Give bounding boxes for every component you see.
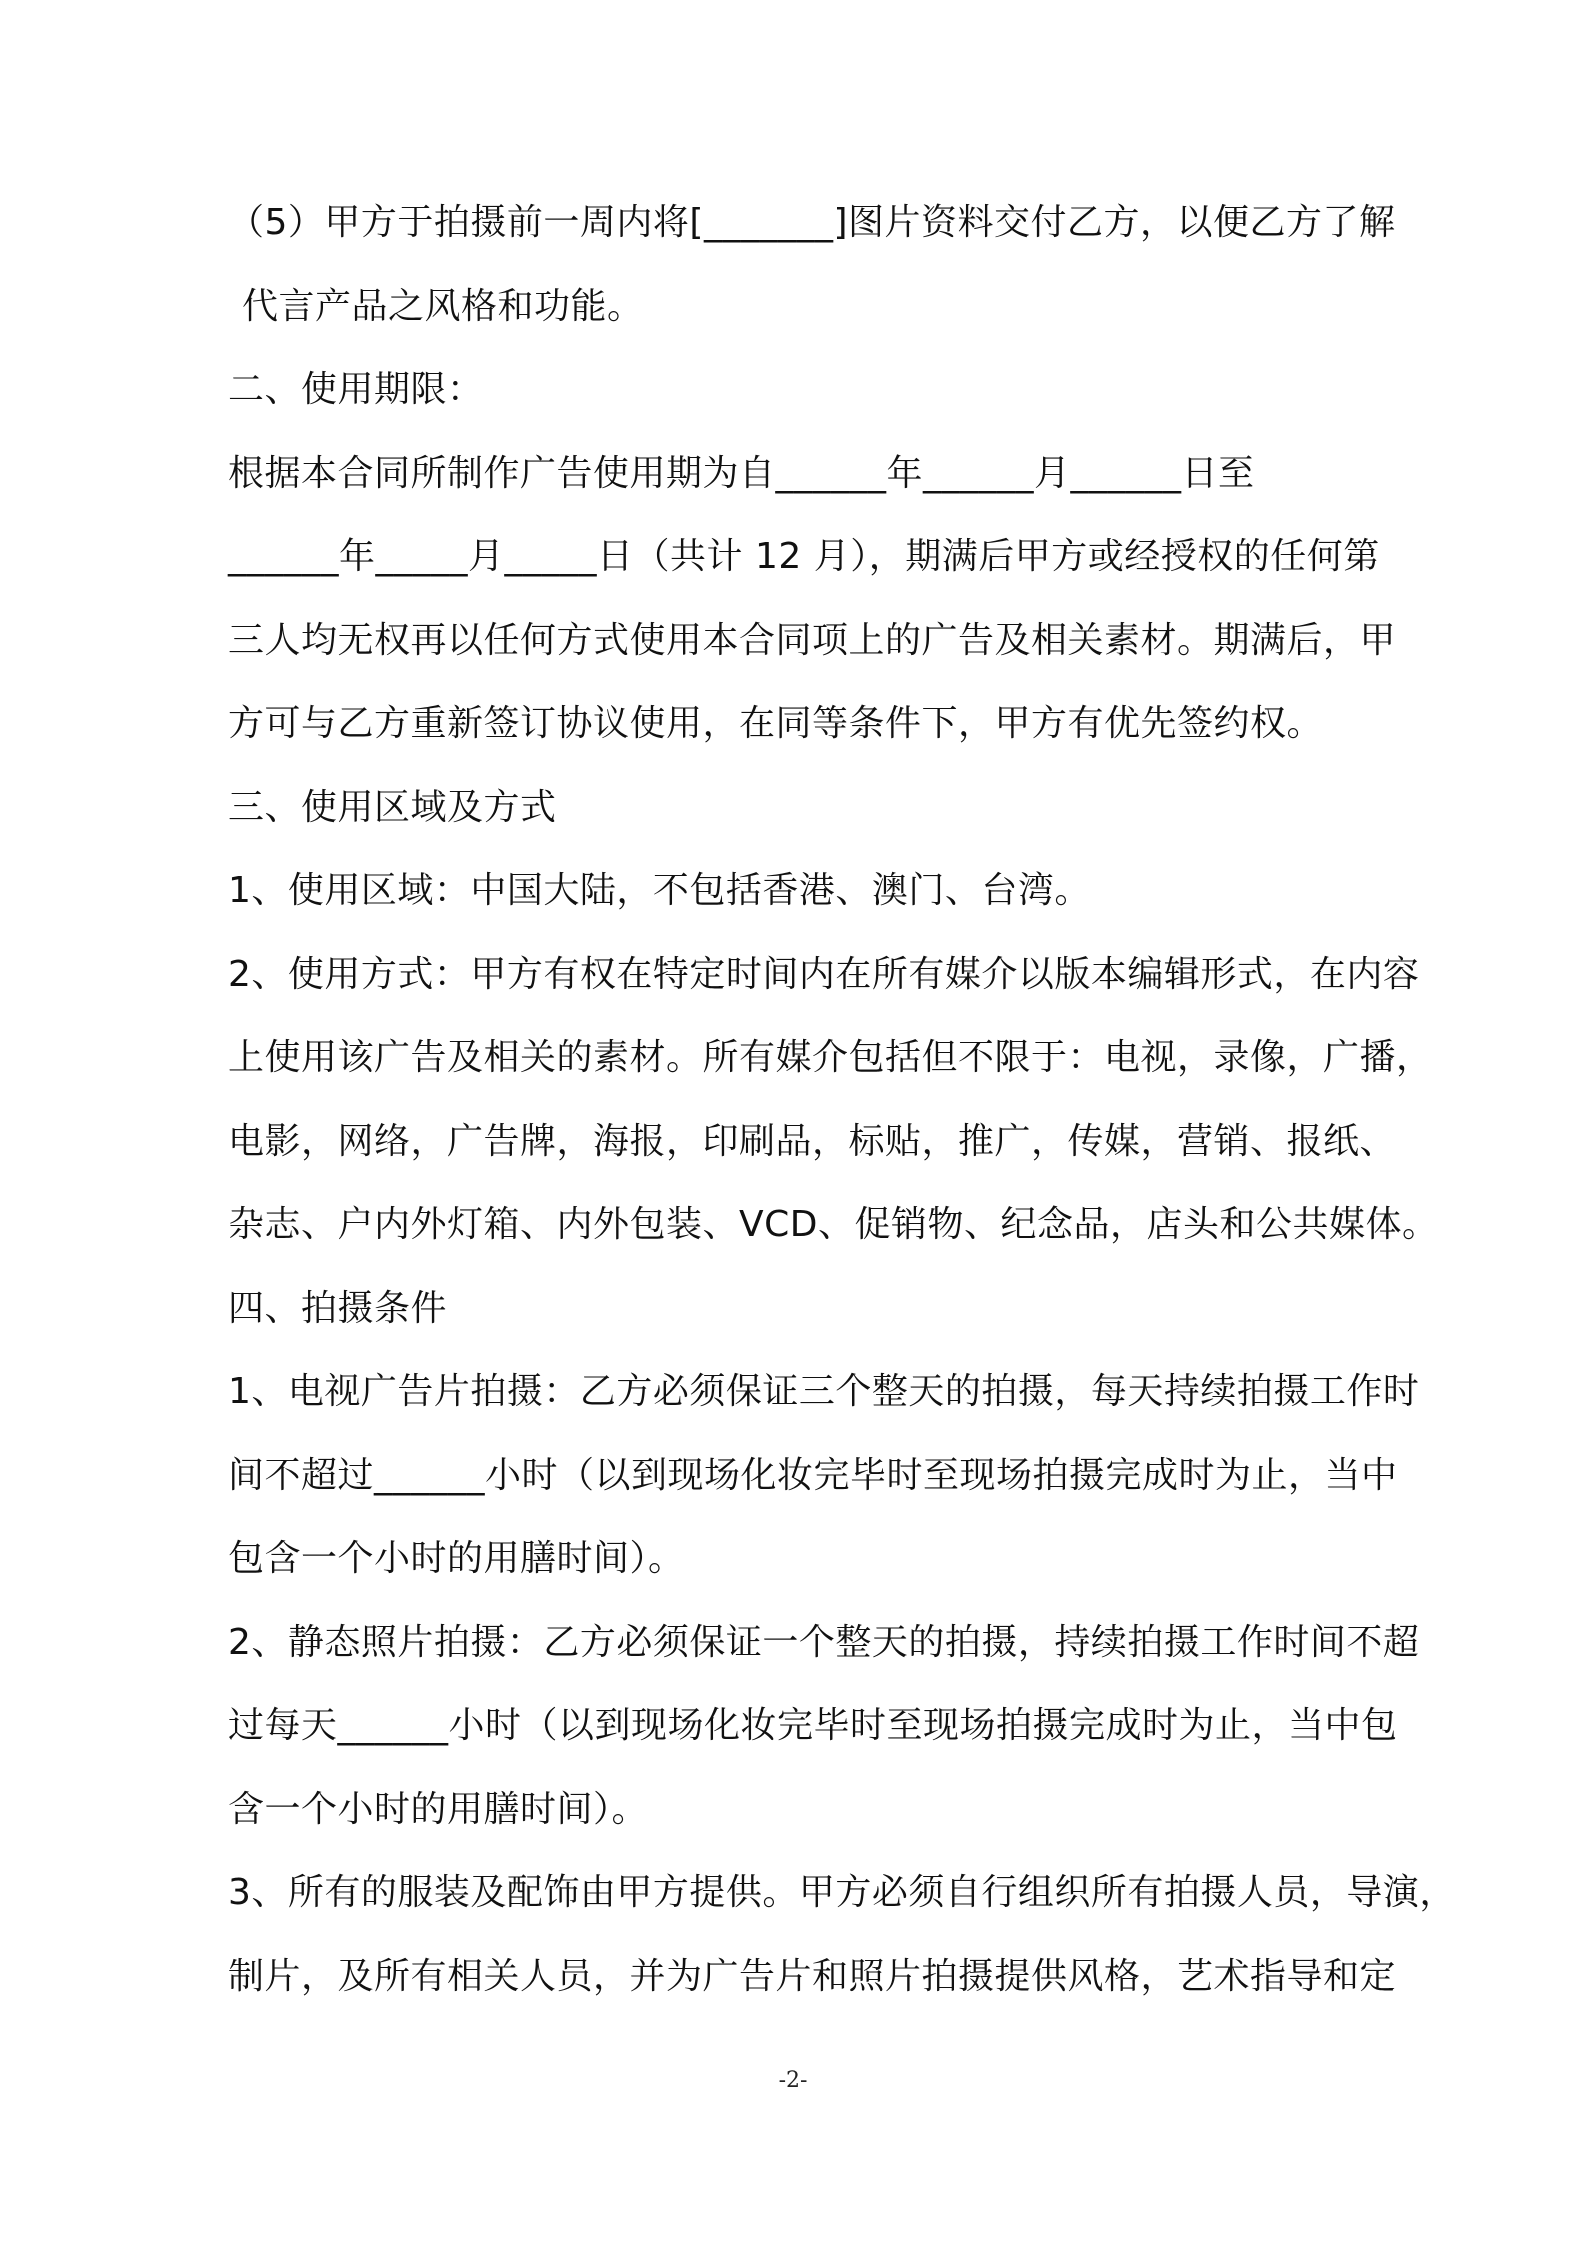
line-6: 三人均无权再以任何方式使用本合同项上的广告及相关素材。期满后，甲: [228, 619, 1397, 661]
line-9: 1、使用区域：中国大陆，不包括香港、澳门、台湾。: [228, 870, 1091, 911]
line-16: 间不超过______小时（以到现场化妆完毕时至现场拍摄完成时为止，当中: [228, 1454, 1398, 1496]
line-15: 1、电视广告片拍摄：乙方必须保证三个整天的拍摄，每天持续拍摄工作时: [228, 1371, 1420, 1412]
line-19: 过每天______小时（以到现场化妆完毕时至现场拍摄完成时为止，当中包: [228, 1705, 1398, 1746]
line-20: 含一个小时的用膳时间）。: [228, 1788, 649, 1830]
line-17: 包含一个小时的用膳时间）。: [228, 1538, 685, 1579]
line-18: 2、静态照片拍摄：乙方必须保证一个整天的拍摄，持续拍摄工作时间不超: [228, 1621, 1420, 1663]
page-number: -2-: [778, 2068, 808, 2093]
line-10: 2、使用方式：甲方有权在特定时间内在所有媒介以版本编辑形式，在内容: [228, 953, 1420, 995]
document-body: [228, 188, 1456, 2025]
section-heading-usage-period: 二、使用期限：: [228, 369, 484, 410]
line-11: 上使用该广告及相关的素材。所有媒介包括但不限于：电视，录像，广播，: [228, 1037, 1433, 1078]
line-2: 代言产品之风格和功能。: [242, 285, 644, 327]
line-1: （5）甲方于拍摄前一周内将[_______]图片资料交付乙方，以便乙方了解: [228, 202, 1396, 243]
section-heading-shooting-conditions: 四、拍摄条件: [228, 1287, 448, 1329]
line-21: 3、所有的服装及配饰由甲方提供。甲方必须自行组织所有拍摄人员，导演，: [228, 1872, 1456, 1913]
line-7: 方可与乙方重新签订协议使用，在同等条件下，甲方有优先签约权。: [228, 703, 1324, 744]
line-22: 制片，及所有相关人员，并为广告片和照片拍摄提供风格，艺术指导和定: [228, 1955, 1397, 1997]
line-12: 电影，网络，广告牌，海报，印刷品，标贴，推广，传媒，营销、报纸、: [228, 1120, 1397, 1162]
line-13: 杂志、户内外灯箱、内外包装、VCD、促销物、纪念品，店头和公共媒体。: [228, 1204, 1439, 1245]
section-heading-usage-region: 三、使用区域及方式: [228, 786, 557, 828]
line-5: ______年_____月_____日（共计 12 月），期满后甲方或经授权的任何第: [228, 536, 1380, 577]
line-4: 根据本合同所制作广告使用期为自______年______月______日至: [228, 452, 1255, 494]
